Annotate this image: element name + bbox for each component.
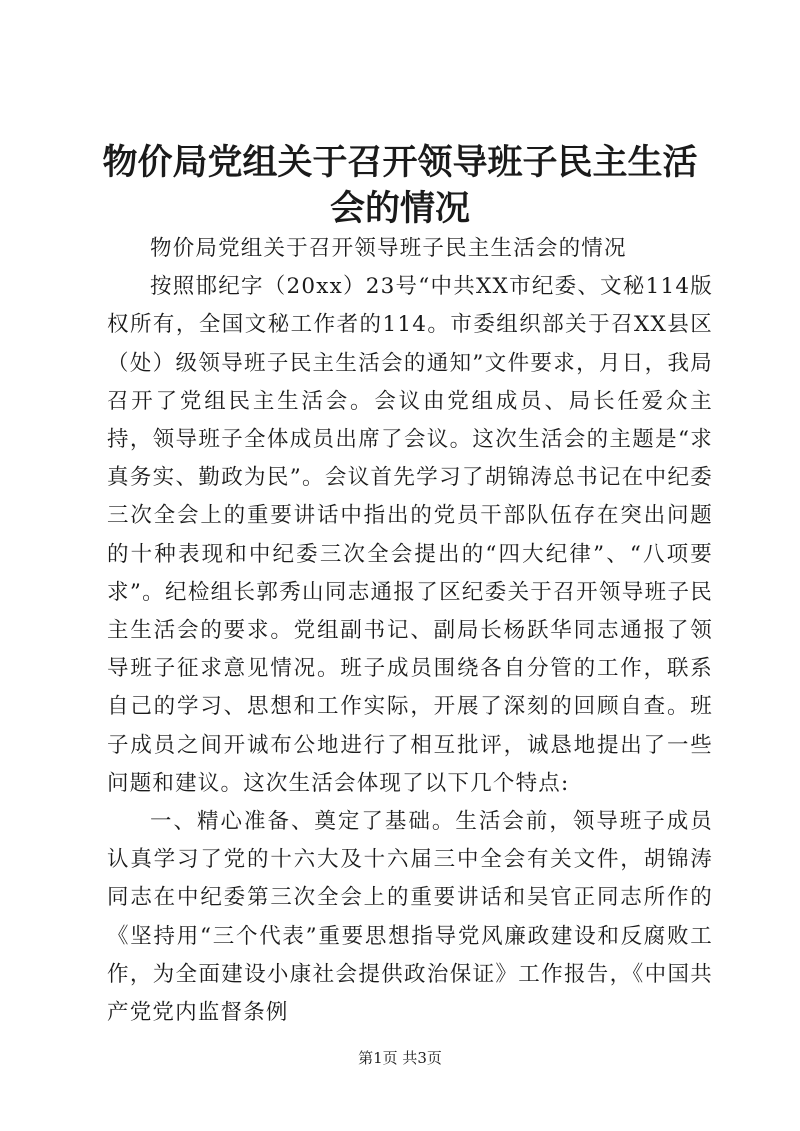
page-footer: 第1页 共3页	[358, 1049, 442, 1067]
paragraph-main: 按照邯纪字（20xx）23号“中共XX市纪委、文秘114版权所有，全国文秘工作者的114。市委组织部关于召XX县区（处）级领导班子民主生活会的通知”文件要求，月日，我局召开了党组民主生活会。会议由党组成员、局长任爱众主持，领导班子全体成员出席了会议。这次生活会的主题是“求真务实、勤政为民”。会议首先学习了胡锦涛总书记在中纪委三次全会上的重要讲话中指出的党员干部队伍存在突出问题的十种表现和中纪委三次全会提出的“四大纪律”、“八项要求”。纪检组长郭秀山同志通报了区纪委关于召开领导班子民主生活会的要求。党组副书记、副局长杨跃华同志通报了领导班子征求意见情况。班子成员围绕各自分管的工作，联系自己的学习、思想和工作实际，开展了深刻的回顾自查。班子成员之间开诚布公地进行了相互批评，诚恳地提出了一些问题和建议。这次生活会体现了以下几个特点:	[107, 274, 713, 796]
document-body	[107, 230, 713, 1032]
document-title: 物价局党组关于召开领导班子民主生活会的情况	[102, 142, 698, 229]
paragraph-point-one: 一、精心准备、奠定了基础。生活会前，领导班子成员认真学习了党的十六大及十六届三中全会有关文件，胡锦涛同志在中纪委第三次全会上的重要讲话和吴官正同志所作的《坚持用“三个代表”重要思想指导党风廉政建设和反腐败工作，为全面建设小康社会提供政治保证》工作报告，《中国共产党党内监督条例	[107, 809, 713, 1026]
paragraph-subtitle: 物价局党组关于召开领导班子民主生活会的情况	[150, 236, 627, 261]
